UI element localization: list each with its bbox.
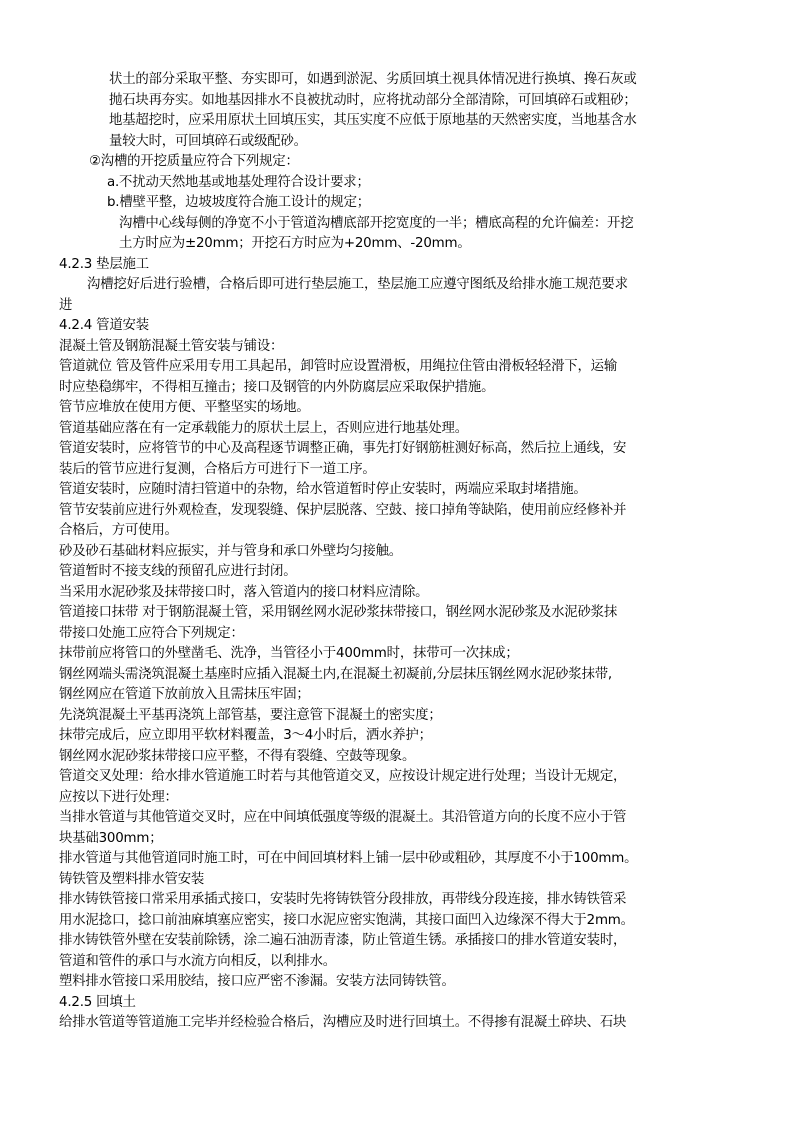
text-line: 给排水管道等管道施工完毕并经检验合格后，沟槽应及时进行回填土。不得掺有混凝土碎块、石块 <box>59 1015 627 1030</box>
text-line: 管道就位 管及管件应采用专用工具起吊，卸管时应设置滑板，用绳拉住管由滑板轻轻滑下，运输 <box>59 359 618 374</box>
text-line: 管道安装时，应将管节的中心及高程逐节调整正确，事先打好钢筋桩测好标高，然后拉上通线，安 <box>59 441 627 456</box>
list-item: a.不扰动天然地基或地基处理符合设计要求； <box>107 174 370 190</box>
text-line: 管道交叉处理：给水排水管道施工时若与其他管道交叉，应按设计规定进行处理；当设计无规定， <box>59 769 627 784</box>
section-heading: 铸铁管及塑料排水管安装 <box>59 871 205 887</box>
text-line: 用水泥捻口，捻口前油麻填塞应密实，接口水泥应密实饱满，其接口面凹入边缘深不得大于2mm。 <box>59 912 634 928</box>
document-body <box>59 70 743 1034</box>
text-line: 状土的部分采取平整、夯实即可，如遇到淤泥、劣质回填土视具体情况进行换填、搀石灰或 <box>109 72 637 87</box>
text-line: 钢丝网端头需浇筑混凝土基座时应插入混凝土内,在混凝土初凝前,分层抹压钢丝网水泥砂浆抹带, <box>59 666 612 682</box>
text-line: 排水铸铁管接口常采用承插式接口，安装时先将铸铁管分段排放，再带线分段连接，排水铸铁管采 <box>59 892 627 907</box>
text-line: 排水管道与其他管道同时施工时，可在中间回填材料上铺一层中砂或粗砂，其厚度不小于100mm。 <box>59 851 638 866</box>
text-line: 沟槽中心线每侧的净宽不小于管道沟槽底部开挖宽度的一半；槽底高程的允许偏差：开挖 <box>119 215 634 231</box>
text-line: 管道和管件的承口与水流方向相反，以利排水。 <box>59 953 337 969</box>
text-line: 抹带前应将管口的外壁凿毛、洗净，当管径小于400mm时，抹带可一次抹成； <box>59 646 519 661</box>
list-item: ②沟槽的开挖质量应符合下列规定： <box>89 154 299 169</box>
text-line: 带接口处施工应符合下列规定： <box>59 625 244 641</box>
text-line: 装后的管节应进行复测，合格后方可进行下一道工序。 <box>59 461 376 477</box>
text-line: 砂及砂石基础材料应振实，并与管身和承口外壁均匀接触。 <box>59 543 402 559</box>
text-line: 时应垫稳绑牢，不得相互撞击；接口及钢管的内外防腐层应采取保护措施。 <box>59 379 495 395</box>
text-line: 混凝土管及钢筋混凝土管安装与铺设： <box>59 338 284 354</box>
text-line: 先浇筑混凝土平基再浇筑上部管基，要注意管下混凝土的密实度； <box>59 707 442 723</box>
section-heading: 4.2.5 回填土 <box>59 994 136 1010</box>
section-heading: 4.2.3 垫层施工 <box>59 256 149 272</box>
text-line: 进 <box>59 297 73 313</box>
section-heading: 4.2.4 管道安装 <box>59 318 149 333</box>
text-line: 应按以下进行处理： <box>59 789 178 805</box>
text-line: 管道安装时，应随时清扫管道中的杂物，给水管道暂时停止安装时，两端应采取封堵措施。 <box>59 482 587 497</box>
text-line: 块基础300mm； <box>59 830 163 846</box>
text-line: 排水铸铁管外壁在安装前除锈，涂二遍石油沥青漆，防止管道生锈。承插接口的排水管道安装时， <box>59 933 627 948</box>
text-line: 钢丝网水泥砂浆抹带接口应平整，不得有裂缝、空鼓等现象。 <box>59 748 416 764</box>
text-line: 合格后，方可使用。 <box>59 523 178 538</box>
text-line: 管道接口抹带 对于钢筋混凝土管，采用钢丝网水泥砂浆抹带接口，钢丝网水泥砂浆及水泥砂浆抹 <box>59 605 618 620</box>
text-line: 钢丝网应在管道下放前放入且需抹压牢固； <box>59 687 310 702</box>
text-line: 管节安装前应进行外观检查，发现裂缝、保护层脱落、空鼓、接口掉角等缺陷，使用前应经修补并 <box>59 502 627 518</box>
text-line: 管节应堆放在使用方便、平整坚实的场地。 <box>59 400 310 415</box>
text-line: 管道暂时不接支线的预留孔应进行封闭。 <box>59 564 297 579</box>
text-line: 地基超挖时，应采用原状土回填压实，其压实度不应低于原地基的天然密实度，当地基含水 <box>109 113 637 128</box>
list-item: b.槽壁平整，边坡坡度符合施工设计的规定； <box>107 195 370 210</box>
text-line: 量较大时，可回填碎石或级配砂。 <box>109 133 307 149</box>
text-line: 当排水管道与其他管道交叉时，应在中间填低强度等级的混凝土。其沿管道方向的长度不应小于管 <box>59 810 627 825</box>
text-line: 抹带完成后，应立即用平软材料覆盖，3～4小时后，洒水养护； <box>59 728 432 743</box>
text-line: 土方时应为±20mm；开挖石方时应为+20mm、-20mm。 <box>119 236 471 251</box>
text-line: 塑料排水管接口采用胶结，接口应严密不渗漏。安装方法同铸铁管。 <box>59 974 455 989</box>
text-line: 抛石块再夯实。如地基因排水不良被扰动时，应将扰动部分全部清除，可回填碎石或粗砂； <box>109 92 637 108</box>
text-line: 沟槽挖好后进行验槽，合格后即可进行垫层施工，垫层施工应遵守图纸及给排水施工规范要求 <box>87 277 628 292</box>
text-line: 当采用水泥砂浆及抹带接口时，落入管道内的接口材料应清除。 <box>59 584 429 600</box>
text-line: 管道基础应落在有一定承载能力的原状土层上，否则应进行地基处理。 <box>59 420 468 436</box>
